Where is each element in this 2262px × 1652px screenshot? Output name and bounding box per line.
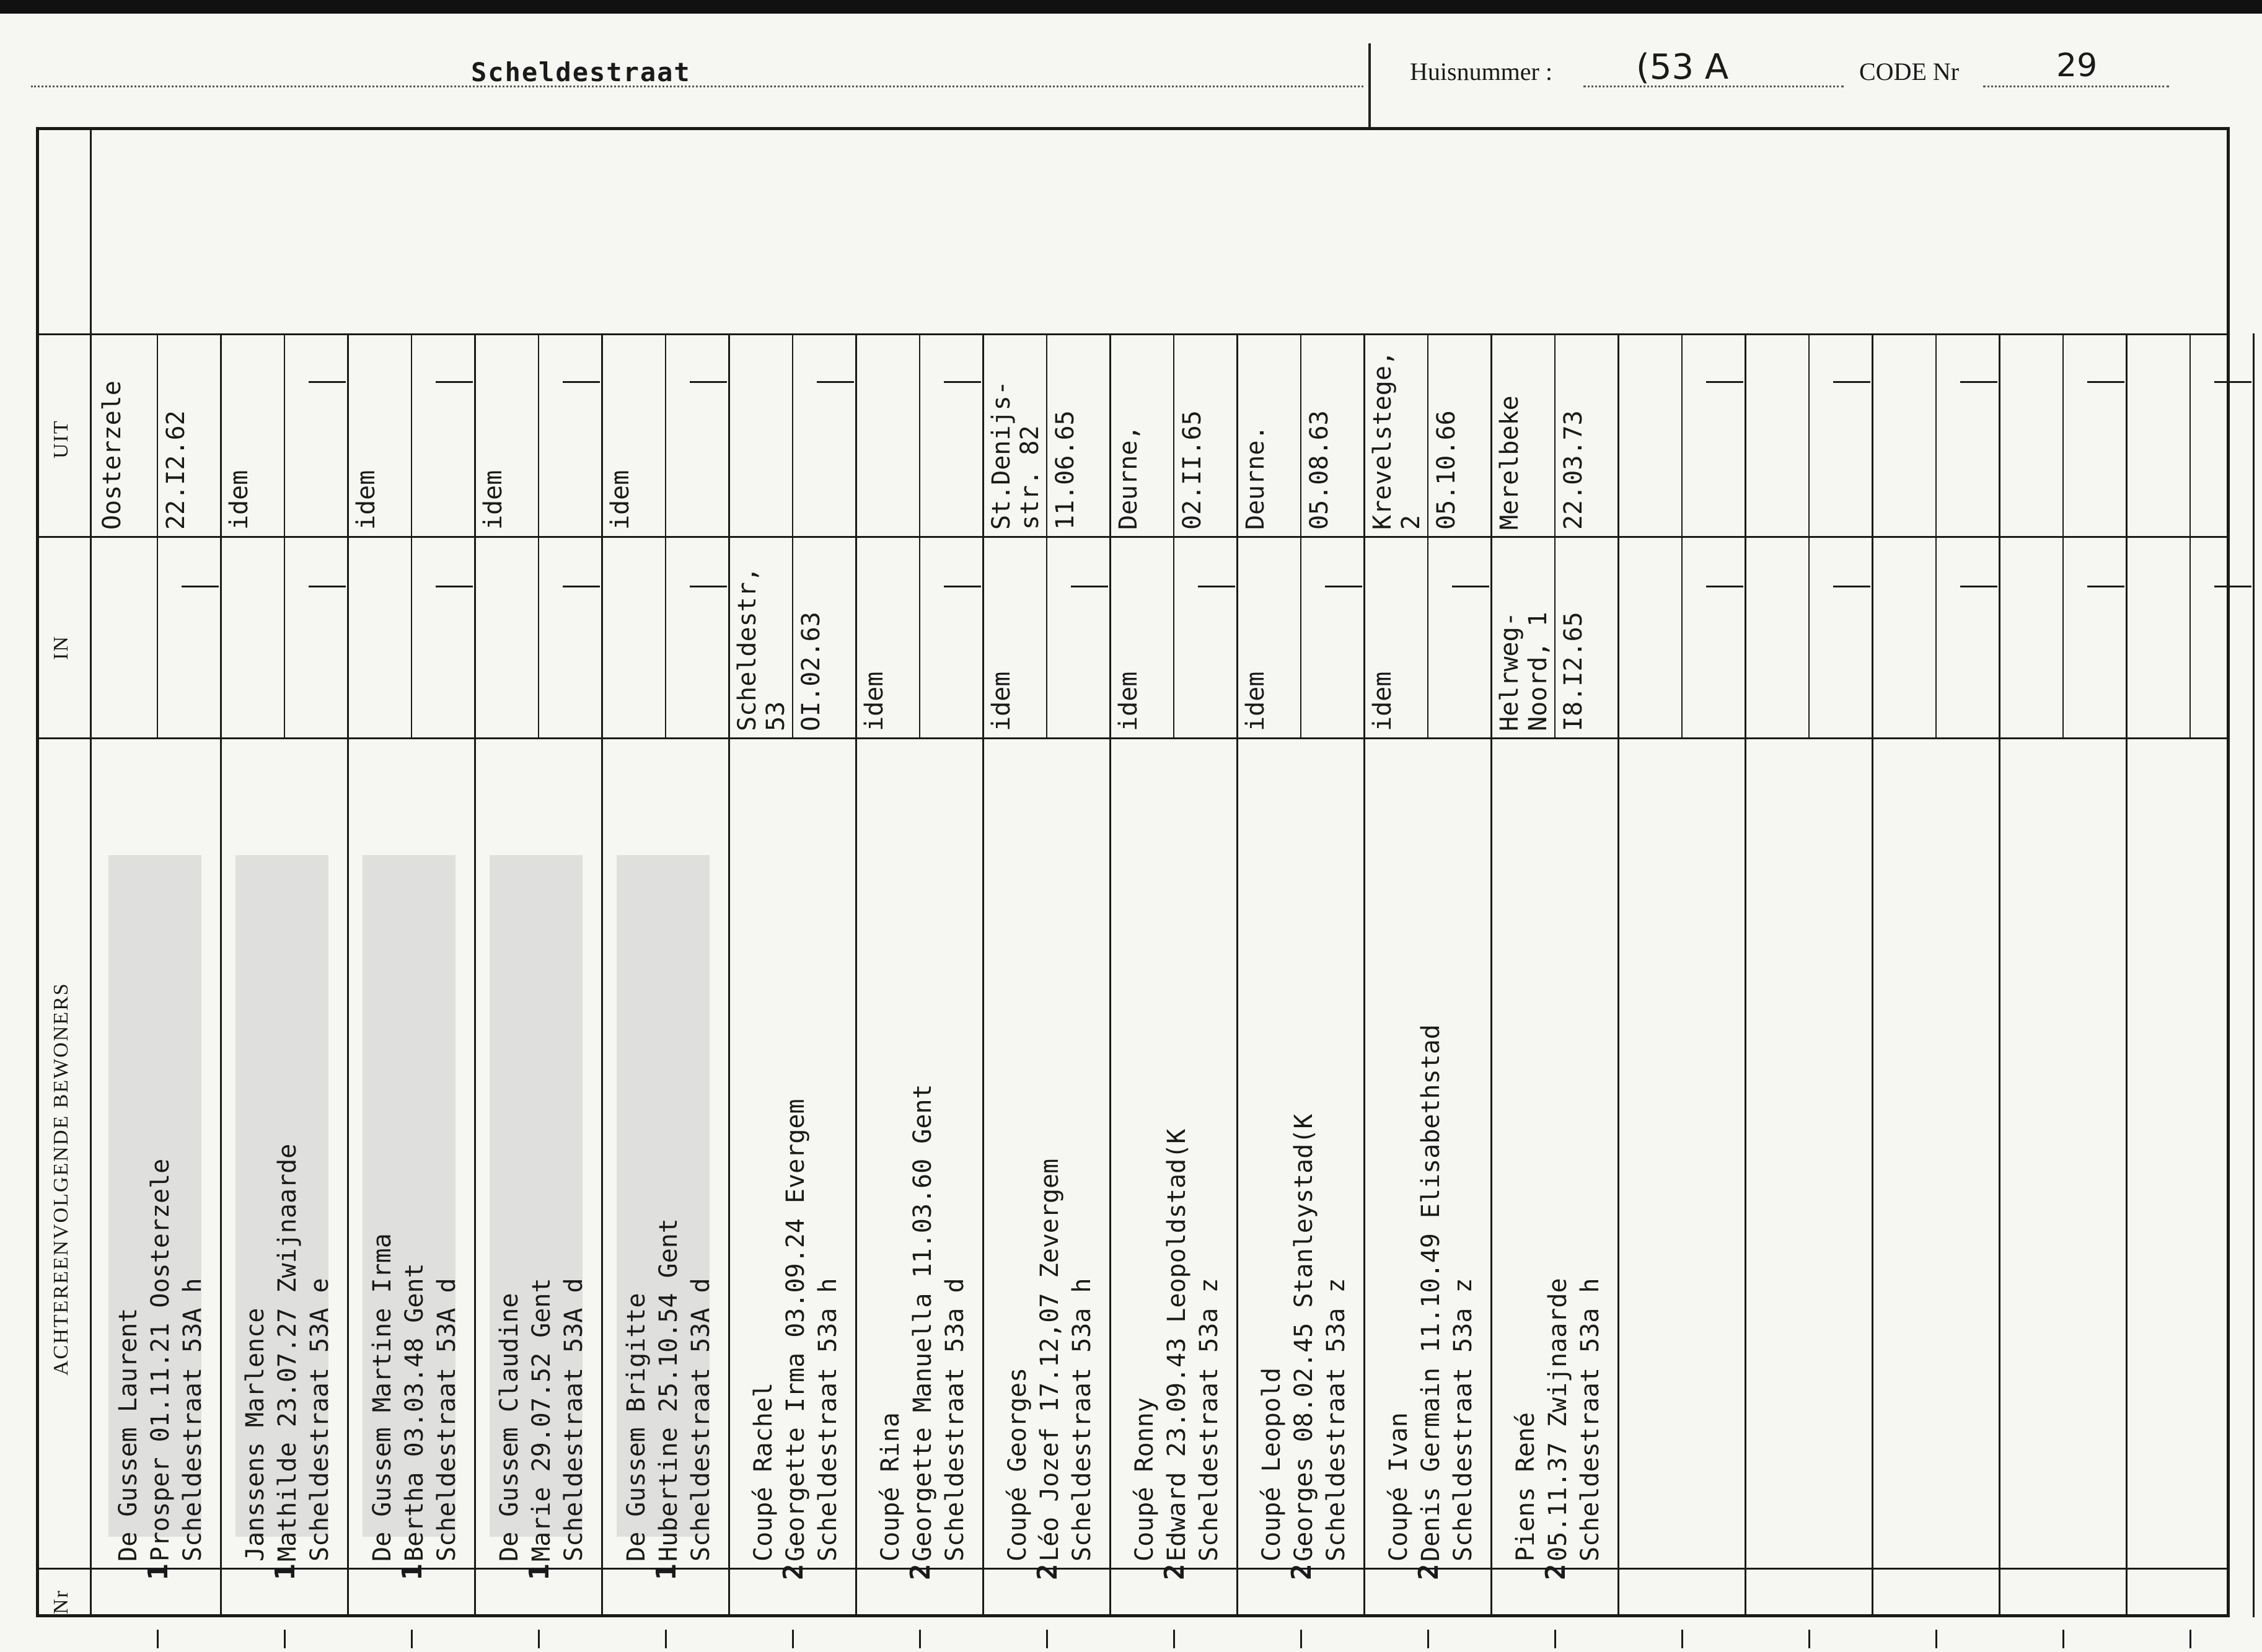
column-divider: [982, 333, 984, 1617]
empty-dash: [2087, 586, 2124, 587]
in-date: I8.I2.65: [1559, 612, 1588, 731]
uit-place: idem: [225, 470, 253, 530]
resident-line: Scheldestraat 53a h: [1068, 1278, 1096, 1562]
column-divider: [1363, 333, 1365, 1617]
resident-line: Scheldestraat 53a h: [1576, 1278, 1604, 1562]
resident-line: Prosper 01.11.21 Oosterzele: [146, 1158, 175, 1562]
resident-line: Hubertine 25.10.54 Gent: [654, 1218, 683, 1562]
empty-dash: [2087, 381, 2124, 383]
resident-line: Coupé Ronny: [1130, 1397, 1159, 1562]
in-empty-dash: [309, 586, 346, 587]
in-empty-dash: [182, 586, 219, 587]
row-line-uit-top: [37, 333, 2229, 335]
column-divider: [601, 333, 603, 1617]
resident-line: Edward 23.09.43 Leopoldstad(K: [1163, 1128, 1191, 1562]
sub-column-divider: [1427, 333, 1428, 737]
sub-column-divider: [1681, 333, 1683, 737]
street-dotted-line: [31, 86, 1363, 87]
resident-nr: 2: [905, 1563, 936, 1580]
column-divider: [1999, 333, 2000, 1617]
in-empty-dash: [690, 586, 727, 587]
resident-line: Janssens Marlence: [241, 1307, 270, 1562]
street-name: Scheldestraat: [471, 57, 691, 87]
resident-line: Scheldestraat 53A d: [560, 1278, 588, 1562]
resident-line: De Gussem Claudine: [495, 1293, 524, 1562]
bottom-tick: [1554, 1630, 1556, 1648]
resident-line: Mathilde 23.07.27 Zwijnaarde: [273, 1143, 302, 1562]
column-divider: [1872, 333, 1873, 1617]
code-value: 29: [2056, 47, 2098, 84]
column-divider: [220, 333, 222, 1617]
bottom-tick: [1300, 1630, 1302, 1648]
resident-nr: 2: [778, 1563, 809, 1580]
resident-nr: 1: [524, 1563, 555, 1580]
resident-nr: 2: [1032, 1563, 1063, 1580]
resident-nr: 1: [651, 1563, 682, 1580]
in-place: Helrweg- Noord, 1: [1495, 612, 1552, 731]
uit-place: Krevelstege, 2: [1368, 351, 1425, 530]
sub-column-divider: [2189, 333, 2191, 737]
resident-line: Piens René: [1512, 1412, 1540, 1562]
column-divider: [347, 333, 349, 1617]
empty-dash: [1833, 381, 1870, 383]
resident-nr: 1: [143, 1563, 174, 1580]
empty-dash: [2214, 381, 2251, 383]
column-divider: [1236, 333, 1238, 1617]
bottom-tick: [1427, 1630, 1429, 1648]
bottom-tick: [1046, 1630, 1048, 1648]
bottom-tick: [157, 1630, 159, 1648]
in-place: idem: [1114, 671, 1143, 731]
resident-line: Denis Germain 11.10.49 Elisabethstad: [1417, 1024, 1445, 1562]
sub-column-divider: [1935, 333, 1937, 737]
resident-line: Scheldestraat 53a z: [1195, 1278, 1223, 1562]
in-empty-dash: [1452, 586, 1489, 587]
label-column-line: [90, 127, 92, 1617]
resident-line: Coupé Rina: [876, 1412, 905, 1562]
uit-empty-dash: [563, 381, 600, 383]
in-place: Scheldestr, 53: [733, 567, 790, 731]
empty-dash: [1706, 381, 1743, 383]
residents-label: ACHTEREENVOLGENDE BEWONERS: [50, 982, 73, 1376]
resident-line: Bertha 03.03.48 Gent: [400, 1263, 429, 1562]
code-label: CODE Nr: [1859, 58, 1960, 86]
uit-place: Merelbeke: [1495, 395, 1524, 530]
resident-line: Coupé Leopold: [1257, 1367, 1286, 1562]
resident-line: Léo Jozef 17.12,07 Zevergem: [1036, 1158, 1064, 1562]
sub-column-divider: [284, 333, 285, 737]
in-date: OI.02.63: [796, 612, 825, 731]
column-divider: [474, 333, 476, 1617]
column-divider: [728, 333, 730, 1617]
uit-date: 02.II.65: [1177, 410, 1207, 530]
header-separator: [1368, 43, 1371, 127]
resident-nr: 1: [397, 1563, 428, 1580]
bottom-tick: [411, 1630, 413, 1648]
resident-line: Scheldestraat 53A h: [178, 1278, 207, 1562]
in-place: idem: [860, 671, 889, 731]
empty-dash: [1706, 586, 1743, 587]
in-empty-dash: [563, 586, 600, 587]
resident-line: Scheldestraat 53a z: [1322, 1278, 1350, 1562]
column-divider: [1109, 333, 1111, 1617]
empty-dash: [1960, 586, 1997, 587]
uit-place: Oosterzele: [98, 380, 126, 530]
uit-place: idem: [606, 470, 635, 530]
in-empty-dash: [944, 586, 981, 587]
resident-line: De Gussem Brigitte: [622, 1293, 651, 1562]
bottom-tick: [284, 1630, 286, 1648]
uit-empty-dash: [309, 381, 346, 383]
uit-date: 22.03.73: [1559, 410, 1588, 530]
sub-column-divider: [411, 333, 412, 737]
uit-empty-dash: [817, 381, 854, 383]
resident-line: Coupé Rachel: [749, 1382, 778, 1562]
in-label: IN: [50, 635, 73, 660]
in-empty-dash: [436, 586, 473, 587]
resident-line: Scheldestraat 53a z: [1449, 1278, 1477, 1562]
in-place: idem: [987, 671, 1016, 731]
bottom-tick: [1681, 1630, 1683, 1648]
column-divider: [1745, 333, 1746, 1617]
bottom-tick: [919, 1630, 921, 1648]
uit-empty-dash: [436, 381, 473, 383]
column-divider: [855, 333, 857, 1617]
resident-line: Scheldestraat 53A d: [687, 1278, 715, 1562]
resident-nr: 2: [1286, 1563, 1318, 1580]
resident-line: Georgette Manuella 11.03.60 Gent: [909, 1084, 937, 1562]
sub-column-divider: [1300, 333, 1301, 737]
resident-line: Scheldestraat 53a d: [941, 1278, 969, 1562]
resident-line: Coupé Georges: [1003, 1367, 1032, 1562]
resident-line: Scheldestraat 53A d: [433, 1278, 461, 1562]
sub-column-divider: [1554, 333, 1556, 737]
column-divider: [2253, 333, 2255, 1617]
house-number-label: Huisnummer :: [1410, 58, 1552, 86]
bottom-tick: [792, 1630, 794, 1648]
empty-dash: [2214, 586, 2251, 587]
uit-place: St.Denijs- str. 82: [987, 380, 1044, 530]
sub-column-divider: [792, 333, 793, 737]
resident-nr: 2: [1159, 1563, 1190, 1580]
bottom-tick: [538, 1630, 540, 1648]
sub-column-divider: [1173, 333, 1174, 737]
uit-empty-dash: [944, 381, 981, 383]
row-line-nr-top: [37, 1568, 2229, 1570]
bottom-tick: [1173, 1630, 1175, 1648]
bottom-tick: [2189, 1630, 2191, 1648]
uit-place: idem: [352, 470, 381, 530]
uit-label: UIT: [50, 420, 73, 459]
in-empty-dash: [1198, 586, 1235, 587]
sub-column-divider: [665, 333, 666, 737]
uit-date: 05.08.63: [1305, 410, 1334, 530]
house-number-value: (53 A: [1636, 47, 1729, 87]
resident-nr: 2: [1540, 1563, 1572, 1580]
sub-column-divider: [1046, 333, 1047, 737]
resident-nr: 1: [270, 1563, 301, 1580]
sub-column-divider: [919, 333, 920, 737]
in-empty-dash: [1071, 586, 1108, 587]
in-place: idem: [1241, 671, 1270, 731]
column-divider: [1617, 333, 1619, 1617]
uit-place: Deurne,: [1114, 425, 1143, 530]
sub-column-divider: [538, 333, 539, 737]
sub-column-divider: [1808, 333, 1810, 737]
uit-date: 11.06.65: [1050, 410, 1080, 530]
resident-line: De Gussem Martine Irma: [368, 1233, 397, 1562]
resident-line: Coupé Ivan: [1384, 1412, 1413, 1562]
column-divider: [2126, 333, 2128, 1617]
empty-dash: [1833, 586, 1870, 587]
uit-place: idem: [479, 470, 508, 530]
resident-nr: 2: [1413, 1563, 1445, 1580]
nr-label: Nr: [50, 1589, 73, 1614]
resident-line: Scheldestraat 53a h: [814, 1278, 842, 1562]
bottom-tick: [1808, 1630, 1810, 1648]
resident-line: De Gussem Laurent: [114, 1307, 143, 1562]
bottom-tick: [1935, 1630, 1937, 1648]
scan-top-edge: [0, 0, 2262, 14]
uit-date: 05.10.66: [1432, 410, 1461, 530]
resident-line: Georgette Irma 03.09.24 Evergem: [781, 1099, 810, 1562]
row-line-residents-top: [37, 737, 2229, 739]
resident-line: Georges 08.02.45 Stanleystad(K: [1290, 1114, 1318, 1562]
resident-line: 05.11.37 Zwijnaarde: [1544, 1278, 1572, 1562]
resident-line: Marie 29.07.52 Gent: [527, 1278, 556, 1562]
row-line-in-top: [37, 536, 2229, 538]
column-divider: [1490, 333, 1492, 1617]
sub-column-divider: [2062, 333, 2064, 737]
resident-line: Scheldestraat 53A e: [306, 1278, 334, 1562]
uit-date: 22.I2.62: [161, 410, 190, 530]
empty-dash: [1960, 381, 1997, 383]
code-dotted-line: [1983, 86, 2169, 87]
bottom-tick: [2062, 1630, 2064, 1648]
sub-column-divider: [157, 333, 158, 737]
uit-empty-dash: [690, 381, 727, 383]
uit-place: Deurne.: [1241, 425, 1270, 530]
in-place: idem: [1368, 671, 1397, 731]
in-empty-dash: [1325, 586, 1362, 587]
bottom-tick: [665, 1630, 667, 1648]
